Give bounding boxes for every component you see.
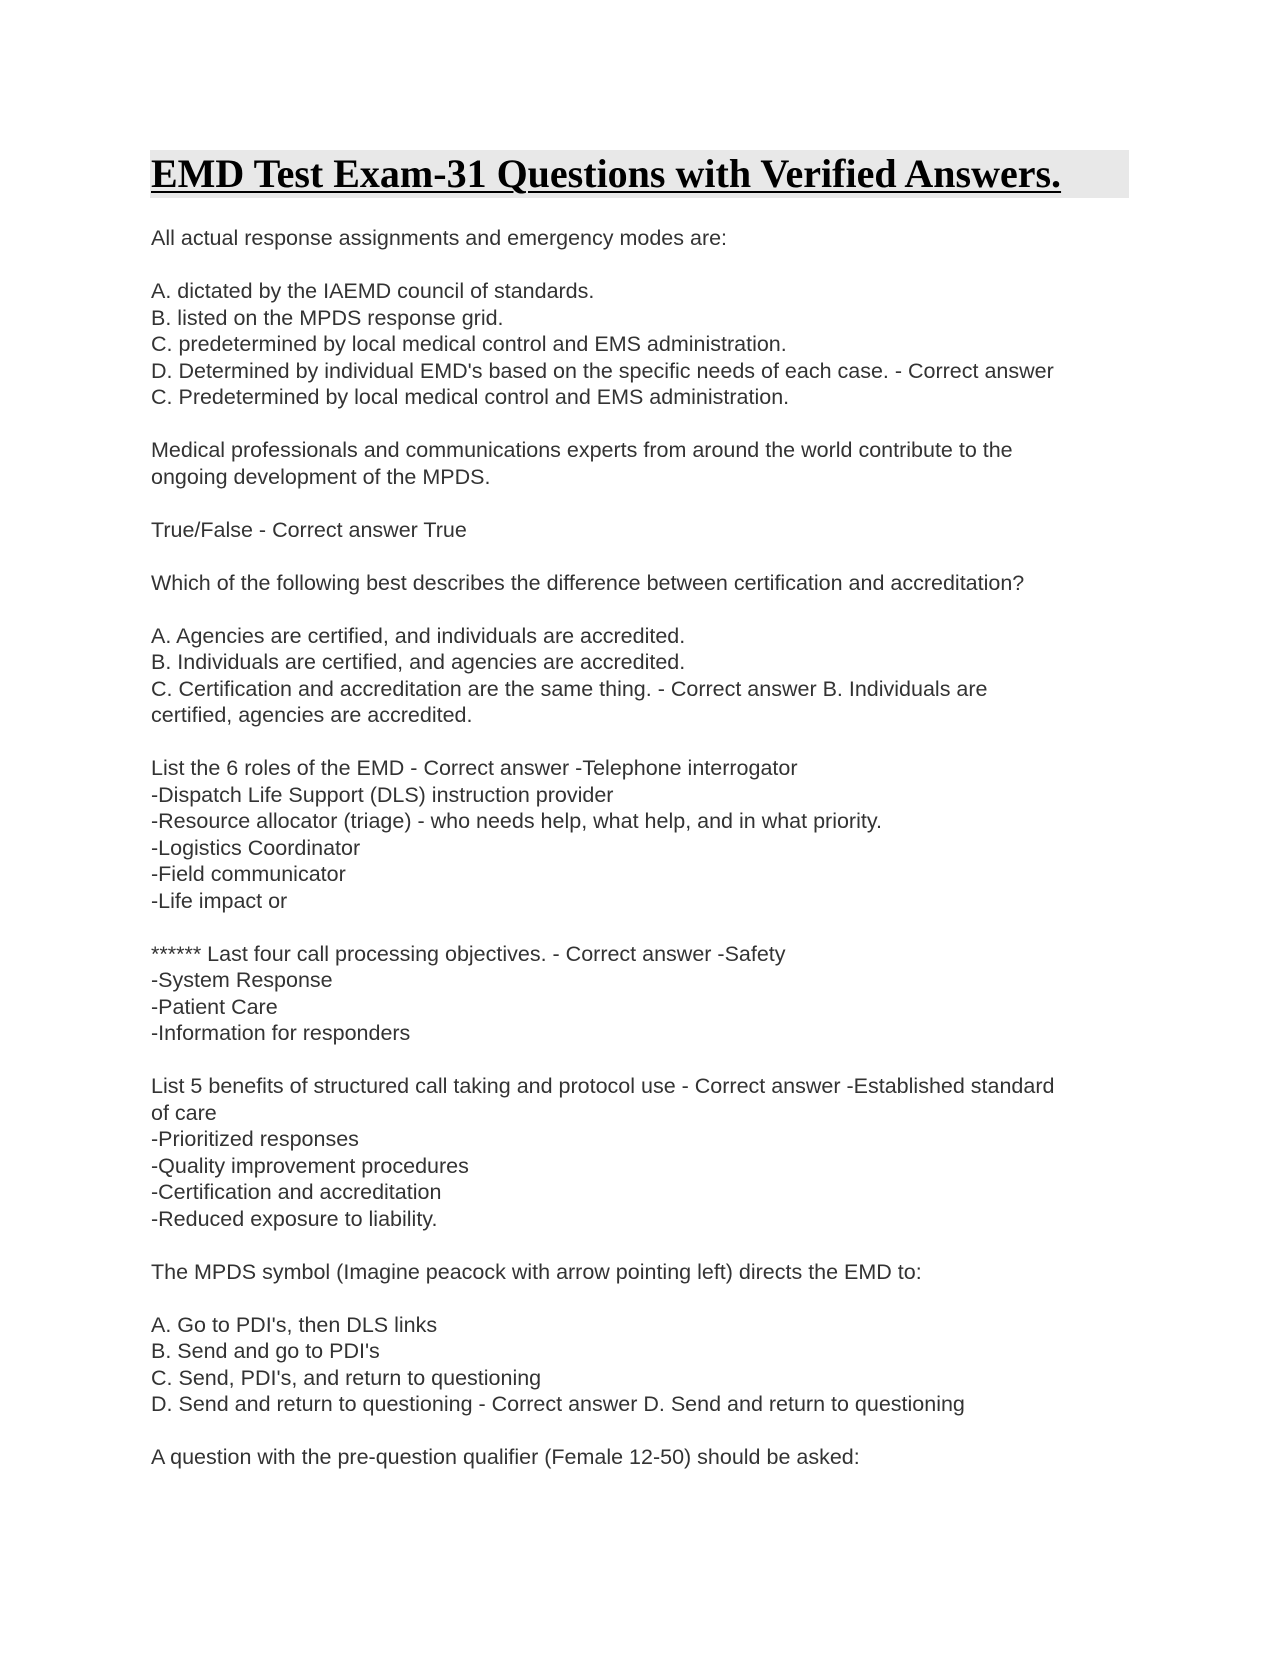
- text-line: A. Go to PDI's, then DLS links: [151, 1312, 438, 1337]
- text-line: C. predetermined by local medical control and EMS administration.: [151, 332, 787, 356]
- text-line: Medical professionals and communications experts from around the world contribute to the: [151, 438, 1013, 462]
- text-line: -Certification and accreditation: [151, 1180, 442, 1204]
- text-line: The MPDS symbol (Imagine peacock with arrow pointing left) directs the EMD to:: [151, 1259, 922, 1284]
- text-line: All actual response assignments and emergency modes are:: [151, 226, 728, 250]
- paragraph-gap: [151, 252, 1131, 279]
- text-line: -Field communicator: [151, 862, 346, 886]
- paragraph-gap: [151, 1232, 1131, 1259]
- document-body: [151, 225, 1131, 1471]
- paragraph-gap: [151, 1418, 1131, 1445]
- text-line: D. Send and return to questioning - Correct answer D. Send and return to questioning: [151, 1392, 965, 1416]
- text-line: -Resource allocator (triage) - who needs help, what help, and in what priority.: [151, 809, 882, 833]
- paragraph-gap: [151, 1285, 1131, 1312]
- paragraph-gap: [151, 543, 1131, 570]
- text-line: -Reduced exposure to liability.: [151, 1206, 438, 1231]
- text-line: List the 6 roles of the EMD - Correct answer -Telephone interrogator: [151, 756, 798, 780]
- document-title: EMD Test Exam-31 Questions with Verified Answers.: [151, 151, 1062, 196]
- text-line: -Logistics Coordinator: [151, 835, 361, 860]
- paragraph-gap: [151, 914, 1131, 941]
- text-line: ****** Last four call processing objectives. - Correct answer -Safety: [151, 941, 786, 966]
- paragraph-gap: [151, 490, 1131, 517]
- text-line: ongoing development of the MPDS.: [151, 464, 491, 489]
- text-line: of care: [151, 1100, 217, 1125]
- text-line: -Life impact or: [151, 888, 288, 913]
- text-line: C. Predetermined by local medical control and EMS administration.: [151, 385, 790, 409]
- text-line: B. listed on the MPDS response grid.: [151, 305, 504, 330]
- text-line: -Information for responders: [151, 1021, 411, 1045]
- text-line: -Dispatch Life Support (DLS) instruction provider: [151, 782, 614, 807]
- text-line: B. Individuals are certified, and agencies are accredited.: [151, 650, 686, 674]
- text-line: C. Send, PDI's, and return to questioning: [151, 1365, 542, 1390]
- text-line: Which of the following best describes the difference between certification and accreditation?: [151, 570, 1025, 595]
- paragraph-gap: [151, 411, 1131, 438]
- text-line: -Prioritized responses: [151, 1127, 359, 1151]
- text-line: A. dictated by the IAEMD council of standards.: [151, 279, 595, 303]
- paragraph-gap: [151, 729, 1131, 756]
- text-line: List 5 benefits of structured call taking and protocol use - Correct answer -Established standard: [151, 1074, 1055, 1098]
- paragraph-gap: [151, 1047, 1131, 1074]
- text-line: A. Agencies are certified, and individuals are accredited.: [151, 623, 686, 648]
- text-line: C. Certification and accreditation are the same thing. - Correct answer B. Individuals are: [151, 676, 988, 701]
- paragraph-gap: [151, 596, 1131, 623]
- text-line: certified, agencies are accredited.: [151, 703, 473, 727]
- text-line: B. Send and go to PDI's: [151, 1339, 380, 1363]
- text-line: True/False - Correct answer True: [151, 517, 467, 542]
- text-line: A question with the pre-question qualifier (Female 12-50) should be asked:: [151, 1445, 860, 1469]
- text-line: D. Determined by individual EMD's based on the specific needs of each case. - Correct answer: [151, 358, 1054, 383]
- text-line: -Quality improvement procedures: [151, 1153, 469, 1178]
- text-line: -Patient Care: [151, 994, 278, 1019]
- text-line: -System Response: [151, 968, 333, 992]
